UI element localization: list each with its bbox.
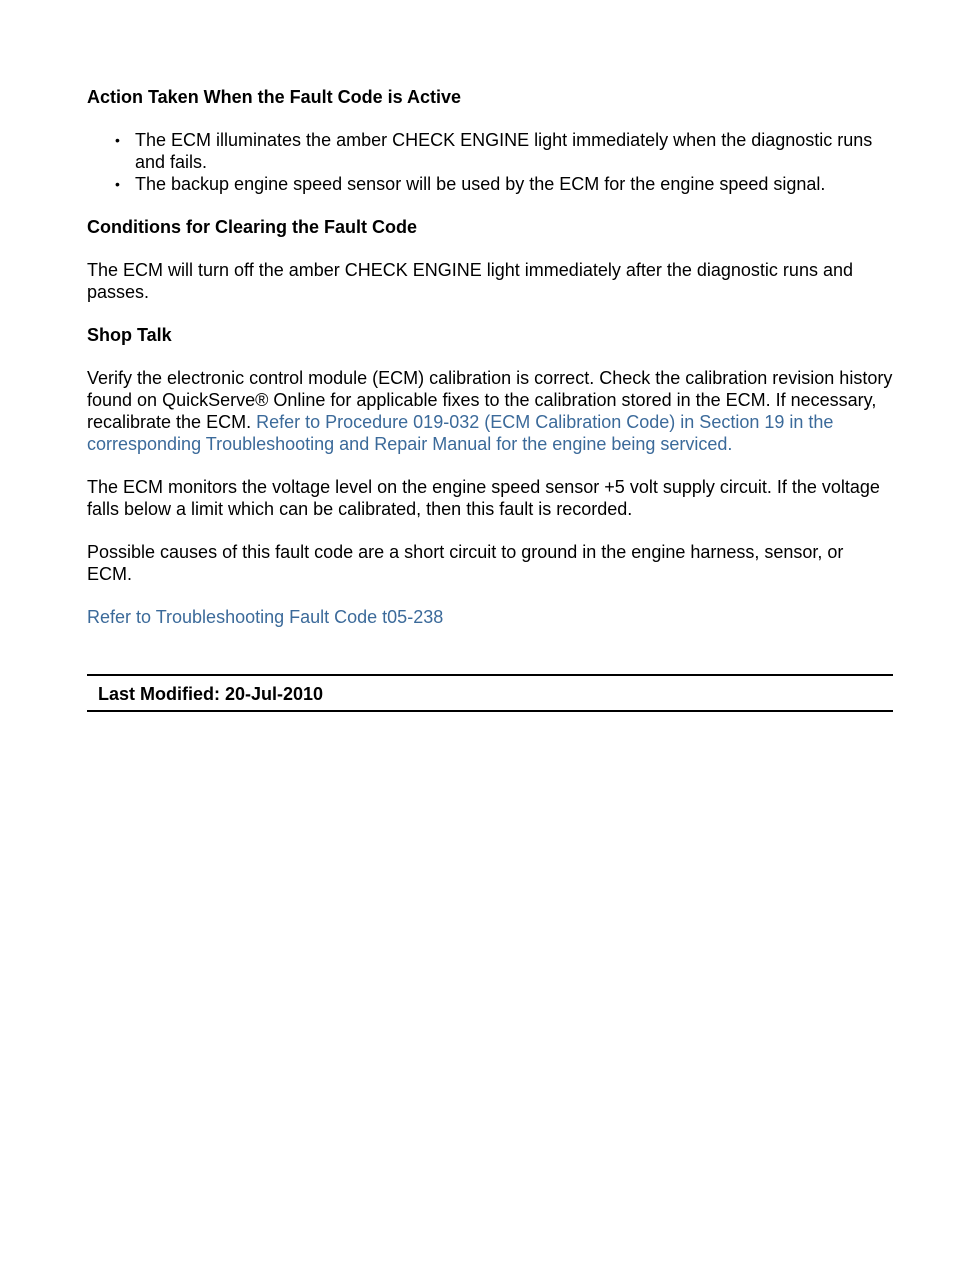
bullet-text: The ECM illuminates the amber CHECK ENGINE light immediately when the diagnostic runs and fails. [135,130,873,172]
troubleshooting-link-paragraph [87,606,893,628]
causes-paragraph: Possible causes of this fault code are a short circuit to ground in the engine harness, sensor, or ECM. [87,542,844,584]
voltage-paragraph: The ECM monitors the voltage level on the engine speed sensor +5 volt supply circuit. If the voltage falls below a limit which can be calibrated, then this fault is recorded. [87,477,880,519]
bullet-icon: • [115,176,120,192]
shop-talk-text: Verify the electronic control module (ECM) calibration is correct. Check the calibration revision history found on QuickServe® Online for applicable fixes to the calibration stored in the ECM. If necessary, recalibrate the ECM. [87,368,893,432]
action-heading: Action Taken When the Fault Code is Active [87,87,462,107]
bullet-icon: • [115,132,120,148]
footer-bar [87,674,893,712]
list-item [87,173,893,195]
document-content [87,86,893,628]
clearing-heading: Conditions for Clearing the Fault Code [87,217,417,237]
shop-talk-paragraph [87,367,893,455]
troubleshooting-link[interactable]: Refer to Troubleshooting Fault Code t05-238 [87,607,444,627]
action-bullet-list [87,129,893,195]
clearing-text: The ECM will turn off the amber CHECK ENGINE light immediately after the diagnostic runs and passes. [87,260,853,302]
procedure-link[interactable]: Refer to Procedure 019-032 (ECM Calibration Code) in Section 19 in the corresponding Troubleshooting and Repair Manual for the engine being serviced. [87,412,834,454]
bullet-text: The backup engine speed sensor will be used by the ECM for the engine speed signal. [135,174,826,194]
list-item [87,129,893,173]
last-modified: Last Modified: 20-Jul-2010 [98,684,324,704]
shop-talk-heading: Shop Talk [87,325,172,345]
